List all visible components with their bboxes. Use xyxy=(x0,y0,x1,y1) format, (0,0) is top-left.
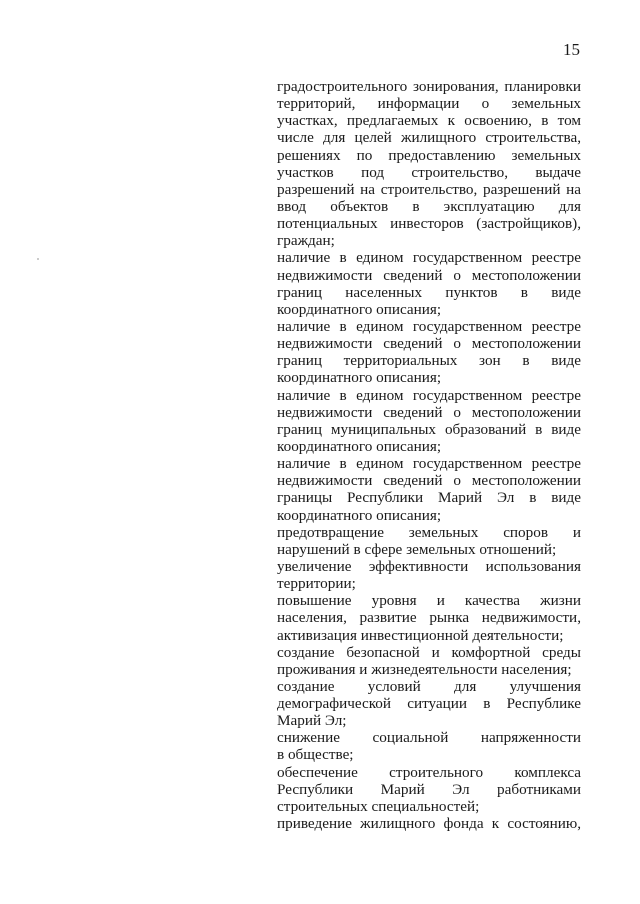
text-line: участках, предлагаемых к освоению, в том xyxy=(277,112,581,130)
scan-speck xyxy=(37,258,39,260)
text-line: населения, развитие рынка недвижимости, xyxy=(277,609,581,627)
text-line: наличие в едином государственном реестре xyxy=(277,249,581,267)
text-line: демографической ситуации в Республике xyxy=(277,695,581,713)
text-line: создание условий для улучшения xyxy=(277,677,581,695)
text-line: границ территориальных зон в виде xyxy=(277,352,581,370)
text-line: границ населенных пунктов в виде xyxy=(277,283,581,301)
text-line: в обществе; xyxy=(277,746,354,764)
text-line: нарушений в сфере земельных отношений; xyxy=(277,540,557,558)
text-line: снижение социальной напряженности xyxy=(277,729,581,747)
text-line: создание безопасной и комфортной среды xyxy=(277,643,581,661)
text-line: координатного описания; xyxy=(277,506,442,524)
text-line: разрешений на строительство, разрешений на xyxy=(277,180,581,198)
text-line: границ муниципальных образований в виде xyxy=(277,420,581,438)
text-line: территорий, информации о земельных xyxy=(277,95,581,113)
text-line: ввод объектов в эксплуатацию для xyxy=(277,197,581,215)
text-line: Марий Эл; xyxy=(277,712,347,730)
text-line: градостроительного зонирования, планировки xyxy=(277,78,581,95)
text-line: наличие в едином государственном реестре xyxy=(277,455,581,473)
text-line: наличие в едином государственном реестре xyxy=(277,317,581,335)
text-line: повышение уровня и качества жизни xyxy=(277,592,581,610)
text-line: строительных специальностей; xyxy=(277,797,480,815)
text-line: граждан; xyxy=(277,232,335,250)
text-line: недвижимости сведений о местоположении xyxy=(277,403,581,421)
text-line: числе для целей жилищного строительства, xyxy=(277,129,581,147)
text-line: решениях по предоставлению земельных xyxy=(277,146,581,164)
text-line: недвижимости сведений о местоположении xyxy=(277,335,581,353)
text-line: предотвращение земельных споров и xyxy=(277,523,581,541)
text-line: границы Республики Марий Эл в виде xyxy=(277,489,581,507)
text-line: недвижимости сведений о местоположении xyxy=(277,266,581,284)
text-line: координатного описания; xyxy=(277,300,442,318)
text-line: Республики Марий Эл работниками xyxy=(277,780,581,798)
page-number: 15 xyxy=(563,40,580,59)
text-line: активизация инвестиционной деятельности; xyxy=(277,626,564,644)
text-line: увеличение эффективности использования xyxy=(277,557,581,575)
text-line: координатного описания; xyxy=(277,369,442,387)
text-line: проживания и жизнедеятельности населения; xyxy=(277,660,572,678)
text-line: наличие в едином государственном реестре xyxy=(277,386,581,404)
text-line: участков под строительство, выдаче xyxy=(277,163,581,181)
text-line: территории; xyxy=(277,575,356,593)
text-line: приведение жилищного фонда к состоянию, xyxy=(277,815,581,833)
text-line: обеспечение строительного комплекса xyxy=(277,763,581,781)
text-line: координатного описания; xyxy=(277,437,442,455)
text-line: потенциальных инвесторов (застройщиков), xyxy=(277,215,581,233)
text-line: недвижимости сведений о местоположении xyxy=(277,472,581,490)
document-body-text xyxy=(277,78,581,832)
